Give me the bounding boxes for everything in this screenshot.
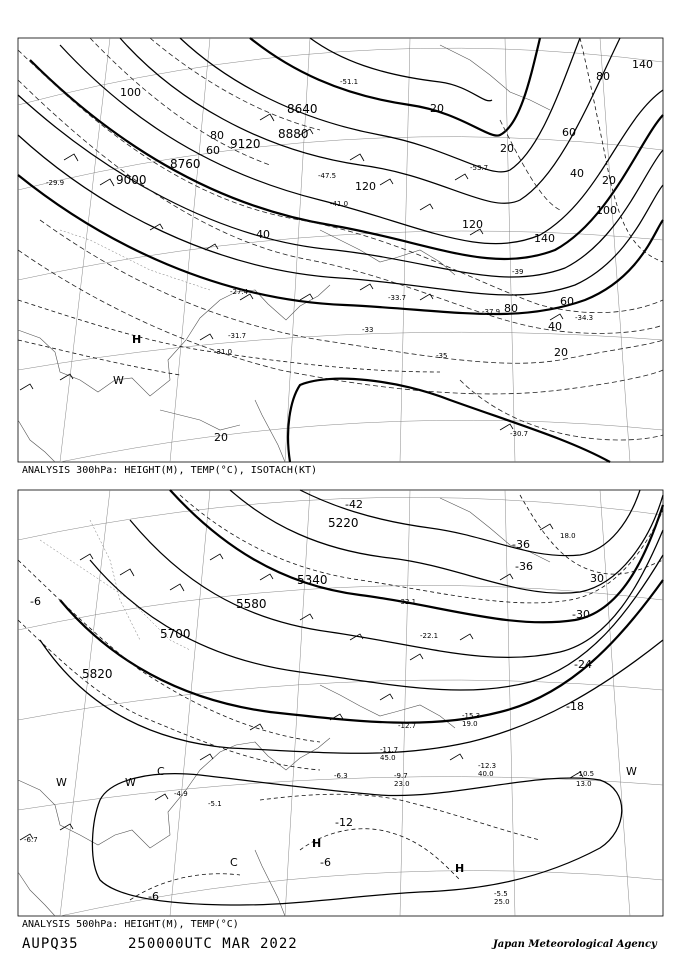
- temp-label: -27.4: [230, 288, 249, 296]
- height-label-5340: 5340: [297, 573, 328, 587]
- valid-time: 250000UTC MAR 2022: [128, 936, 298, 952]
- isotach-label: 80: [210, 129, 224, 142]
- temp-label: 18.0: [560, 532, 576, 540]
- warm-marker: W: [113, 374, 124, 387]
- temp-contour-label: -6: [320, 856, 331, 869]
- warm-marker: W: [56, 776, 67, 789]
- isotach-label: 60: [206, 144, 220, 157]
- chart-id: AUPQ35: [22, 936, 79, 952]
- isotach-label: 120: [355, 180, 376, 193]
- agency-name: Japan Meteorological Agency: [493, 939, 657, 950]
- temp-label: -47.5: [318, 172, 337, 180]
- temp-label: -33: [362, 326, 374, 334]
- warm-marker: W: [125, 776, 136, 789]
- height-label-5580: 5580: [236, 597, 267, 611]
- temp-label: 13.0: [576, 780, 592, 788]
- temp-contour-label: -36: [512, 538, 530, 551]
- temp-label: -10.5: [576, 770, 595, 778]
- isotach-label: 60: [562, 126, 576, 139]
- temp-label: -22.1: [420, 632, 439, 640]
- temp-label: -5.5: [494, 890, 508, 898]
- isotach-label: 20: [214, 431, 228, 444]
- temp-label: -31.7: [228, 332, 247, 340]
- temp-label: -31.0: [214, 348, 233, 356]
- temp-label: -51.1: [340, 78, 359, 86]
- temp-label: -6.7: [24, 836, 38, 844]
- panel-300hpa-frame: [18, 38, 663, 462]
- temp-label: -32.1: [398, 598, 417, 606]
- isotach-label: 20: [500, 142, 514, 155]
- isotach-label: 40: [548, 320, 562, 333]
- temp-label: -29.9: [46, 179, 65, 187]
- temp-label: -33.7: [388, 294, 407, 302]
- temp-label: -30.7: [510, 430, 529, 438]
- temp-label: -11.7: [380, 746, 399, 754]
- temp-contour-label: -6: [148, 890, 159, 903]
- temp-label: 23.0: [394, 780, 410, 788]
- temp-label: -41.0: [330, 200, 349, 208]
- temp-label: -5.1: [208, 800, 222, 808]
- temp-label: -12.7: [398, 722, 417, 730]
- temp-contour-label: -24: [574, 658, 592, 671]
- temp-label: 19.0: [462, 720, 478, 728]
- temp-contour-label: -18: [566, 700, 584, 713]
- isotach-label: 20: [430, 102, 444, 115]
- temp-label: -35: [436, 352, 448, 360]
- high-pressure-marker: H: [455, 862, 465, 875]
- temp-label: -34.3: [575, 314, 594, 322]
- height-label-8880: 8880: [278, 127, 309, 141]
- height-label-9000: 9000: [116, 173, 147, 187]
- isotach-label: 60: [560, 295, 574, 308]
- temp-label: -12.3: [478, 762, 497, 770]
- panel-500hpa: [18, 490, 663, 930]
- height-label-5700: 5700: [160, 627, 191, 641]
- temp-contour-label: -30: [572, 608, 590, 621]
- high-pressure-marker: H: [132, 333, 142, 346]
- isotach-label: 80: [596, 70, 610, 83]
- cold-marker: C: [157, 765, 165, 778]
- warm-marker: W: [626, 765, 637, 778]
- panel-300hpa-caption: ANALYSIS 300hPa: HEIGHT(M), TEMP(°C), ISOTACH(KT): [22, 465, 318, 476]
- isotach-label: 140: [632, 58, 653, 71]
- isotach-label: 100: [120, 86, 141, 99]
- cold-marker: C: [230, 856, 238, 869]
- height-label-9120: 9120: [230, 137, 261, 151]
- temp-contour-label: -36: [515, 560, 533, 573]
- temp-contour-label: -42: [345, 498, 363, 511]
- chart-footer: [22, 936, 658, 952]
- isotach-label: 80: [504, 302, 518, 315]
- temp-label: -37.9: [482, 308, 501, 316]
- temp-label: 40.0: [478, 770, 494, 778]
- isotach-label: 40: [570, 167, 584, 180]
- height-label-5220: 5220: [328, 516, 359, 530]
- isotach-label: 20: [554, 346, 568, 359]
- height-label-8640: 8640: [287, 102, 318, 116]
- isotach-label: 120: [462, 218, 483, 231]
- isotach-label: 20: [602, 174, 616, 187]
- height-label-5820: 5820: [82, 667, 113, 681]
- isotach-label: 100: [596, 204, 617, 217]
- temp-contour-label: -6: [30, 595, 41, 608]
- panel-500hpa-caption: ANALYSIS 500hPa: HEIGHT(M), TEMP(°C): [22, 919, 239, 930]
- temp-label: -15.3: [462, 712, 481, 720]
- isotach-label: 40: [256, 228, 270, 241]
- temp-label: 45.0: [380, 754, 396, 762]
- temp-label: -53.7: [470, 164, 489, 172]
- temp-contour-label: -12: [335, 816, 353, 829]
- height-label-8760: 8760: [170, 157, 201, 171]
- temp-label: -9.7: [394, 772, 408, 780]
- temp-label: -39: [512, 268, 524, 276]
- temp-contour-label: 30: [590, 572, 604, 585]
- temp-label: -6.3: [334, 772, 348, 780]
- high-pressure-marker: H: [312, 837, 322, 850]
- temp-label: -4.9: [174, 790, 188, 798]
- temp-label: 25.0: [494, 898, 510, 906]
- isotach-label: 140: [534, 232, 555, 245]
- panel-300hpa: [18, 38, 663, 476]
